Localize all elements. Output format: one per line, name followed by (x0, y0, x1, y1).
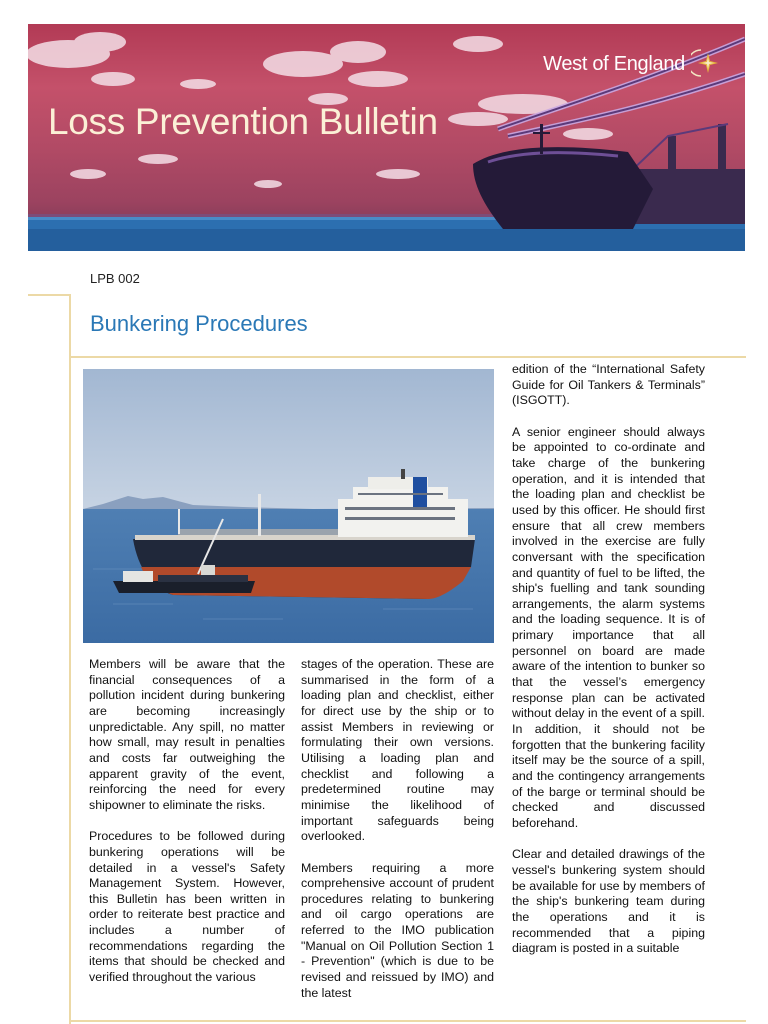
paragraph: Clear and detailed drawings of the vessel's bunkering system should be available for use by members of the ship's bunkering team during the operations and it is recommended that a piping diagram is posted in a suitable (512, 847, 705, 956)
decorative-rule (69, 356, 746, 358)
body-column-2 (301, 657, 494, 1017)
paragraph: edition of the “International Safety Guide for Oil Tankers & Terminals” (ISGOTT). (512, 362, 705, 408)
paragraph: A senior engineer should always be appointed to co-ordinate and take charge of the bunkering operation, and it is intended that the loading plan and checklist be used by this officer. He should first ensure that all crew members involved in the exercise are fully conversant with the specification and quantity of fuel to be lifted, the ship's fuelling and tank sounding arrangements, the alarm systems and the loading sequence. It is of primary importance that all personnel on board are made aware of the intention to bunker so that the vessel’s emergency response plan can be activated without delay in the event of a spill. In addition, it should not be forgotten that the bunkering facility itself may be the source of a spill, and the contingency arrangements of the barge or terminal should be checked and discussed beforehand. (512, 424, 705, 831)
header-banner (28, 24, 745, 251)
body-column-3 (512, 362, 705, 973)
decorative-rule (69, 294, 71, 1024)
decorative-rule (69, 1020, 746, 1022)
body-column-1 (89, 657, 285, 1001)
brand-name: West of England (543, 53, 685, 75)
paragraph: Members will be aware that the financial consequences of a pollution incident during bunkering are becoming increasingly unpredictable. Any spill, no matter how small, may result in penalties and costs far outweighing the apparent gravity of the event, reinforcing the need for every shipowner to eliminate the risks. (89, 657, 285, 812)
paragraph: Members requiring a more comprehensive account of prudent procedures relating to bunkering and oil cargo operations are referred to the IMO publication "Manual on Oil Pollution Section 1 - Prevention" (which is due to be revised and reissued by IMO) and the latest (301, 860, 494, 1000)
paragraph: stages of the operation. These are summarised in the form of a loading plan and checklist, either for direct use by the ship or to assist Members in reviewing or formulating their own versions. Utilising a loading plan and checklist and following a predetermined routine may minimise the likelihood of important safeguards being overlooked. (301, 657, 494, 844)
compass-star-icon (691, 48, 719, 83)
page-title: Bunkering Procedures (90, 311, 308, 336)
tanker-bunkering-photo (83, 369, 494, 643)
paragraph: Procedures to be followed during bunkering operations will be detailed in a vessel's Safety Management System. However, this Bulletin has been written in order to reiterate best practice and includes a number of recommendations regarding the items that should be checked and verified throughout the various (89, 829, 285, 985)
bulletin-reference: LPB 002 (90, 271, 140, 286)
decorative-rule (28, 294, 70, 296)
bulletin-title: Loss Prevention Bulletin (48, 101, 438, 142)
